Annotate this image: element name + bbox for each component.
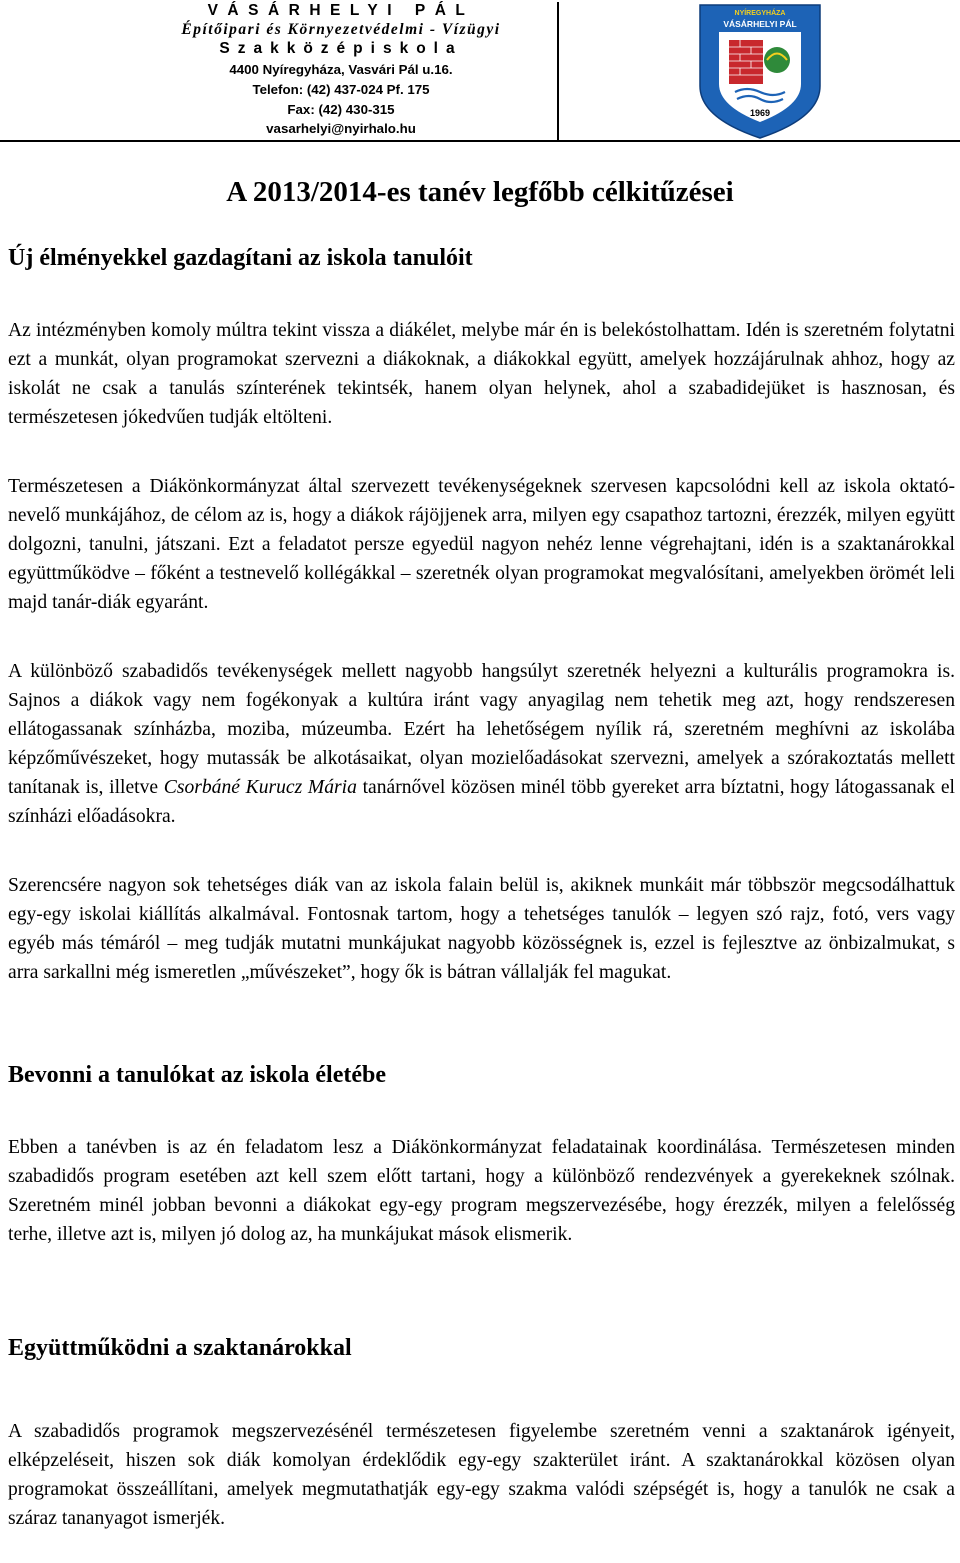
logo-city: NYÍREGYHÁZA: [734, 10, 786, 17]
page-title: A 2013/2014-es tanév legfőbb célkitűzései: [226, 176, 734, 208]
school-address: 4400 Nyíregyháza, Vasvári Pál u.16.: [229, 62, 453, 77]
section-heading: Együttműködni a szaktanárokkal: [8, 1335, 352, 1361]
school-letterhead: [140, 0, 542, 140]
header-horizontal-divider: [0, 140, 960, 142]
paragraph-text: A különböző szabadidős tevékenységek mellett nagyobb hangsúlyt szeretnék helyezni a kulturális programokra is. Sajnos a diákok vagy nem fogékonyak a kultúra iránt vagy anyagilag nem tehetik meg azt, hogy rendszeresen ellátogassanak színházba, moziba, múzeumba. Ezért ha lehetőségem nyílik rá, szeretném meghívni az iskolába képzőművészeket, hogy mutassák be alkotásaikat, olyan mozielőadásokat szervezni, amelyek a szórakoztatás mellett tanítanak is, illetve: [8, 661, 955, 798]
logo-year: 1969: [749, 108, 771, 118]
logo-name: VÁSÁRHELYI PÁL: [723, 19, 797, 29]
paragraph: A szabadidős programok megszervezésénél természetesen figyelembe szeretném venni a szaktanárok igényeit, elképzeléseit, hiszen sok diák komolyan érdeklődik egy-egy szakterület iránt. A szaktanárokkal közösen olyan programokat összeállítani, amelyek megmutathatják egy-egy szakma valódi szépségét is, hogy a tanulók ne csak a száraz tananyagot ismerjék.: [8, 1421, 955, 1529]
section-heading: Új élményekkel gazdagítani az iskola tanulóit: [8, 245, 473, 271]
paragraph: Az intézményben komoly múltra tekint vissza a diákélet, melybe már én is belekóstolhattam. Idén is szeretném folytatni ezt a munkát, olyan programokat szervezni a diákoknak, a diákokkal együtt, amelyek hozzájárulnak ahhoz, hogy az iskolát ne csak a tanulás színterének tekintsék, hanem olyan helynek, ahol a szabadidejüket is hasznosan, és természetesen jókedvűen tudják eltölteni.: [8, 320, 955, 428]
school-email: vasarhelyi@nyirhalo.hu: [266, 121, 416, 136]
school-phone: Telefon: (42) 437-024 Pf. 175: [252, 82, 430, 97]
paragraph: Ebben a tanévben is az én feladatom lesz a Diákönkormányzat feladatainak koordinálása. Természetesen minden szabadidős program esetében azt kell szem előtt tartani, hogy a különböző rendezvények a gyerekeknek szólnak. Szeretném minél jobban bevonni a diákokat egy-egy program megszervezésébe, hogy érezzék, milyen a felelősség terhe, illetve azt is, milyen jó dolog az, ha munkájukat mások elismerik.: [8, 1137, 955, 1245]
paragraph: [8, 657, 955, 831]
school-type: Építőipari és Környezetvédelmi - Vízügyi: [181, 21, 501, 38]
school-kind: Szakközépiskola: [219, 40, 463, 57]
school-crest-logo: [697, 2, 823, 140]
section-heading: Bevonni a tanulókat az iskola életébe: [8, 1062, 387, 1088]
school-fax: Fax: (42) 430-315: [287, 102, 395, 117]
header-vertical-divider: [557, 2, 559, 140]
paragraph: Természetesen a Diákönkormányzat által szervezett tevékenységeknek szervesen kapcsolódni kell az iskola oktató-nevelő munkájához, de célom az is, hogy a diákok rájöjjenek arra, milyen egy csapathoz tartozni, érezzék, milyen együtt dolgozni, tanulni, játszani. Ezt a feladatot persze egyedül nagyon nehéz lenne végrehajtani, idén is a szaktanárokkal együttműködve – főként a testnevelő kollégákkal – szeretnék olyan programokat megvalósítani, amelyekben örömét leli majd tanár-diák egyaránt.: [8, 476, 955, 613]
paragraph: Szerencsére nagyon sok tehetséges diák van az iskola falain belül is, akiknek munkáit már többször megcsodálhattuk egy-egy iskolai kiállítás alkalmával. Fontosnak tartom, hogy a tehetséges tanulók – legyen szó rajz, fotó, vers vagy egyéb más témáról – meg tudják mutatni munkájukat nagyobb közösségnek is, ezzel is fejlesztve az önbizalmukat, s arra sarkallni még ismeretlen „művészeket”, hogy ők is bátran vállalják fel magukat.: [8, 875, 955, 983]
paragraph-text: tanárnővel közösen minél több gyereket arra bíztatni, hogy látogassanak el színházi előadásokra.: [8, 777, 955, 827]
school-name: VÁSÁRHELYI PÁL: [207, 2, 475, 19]
teacher-name: Csorbáné Kurucz Mária: [163, 777, 357, 798]
